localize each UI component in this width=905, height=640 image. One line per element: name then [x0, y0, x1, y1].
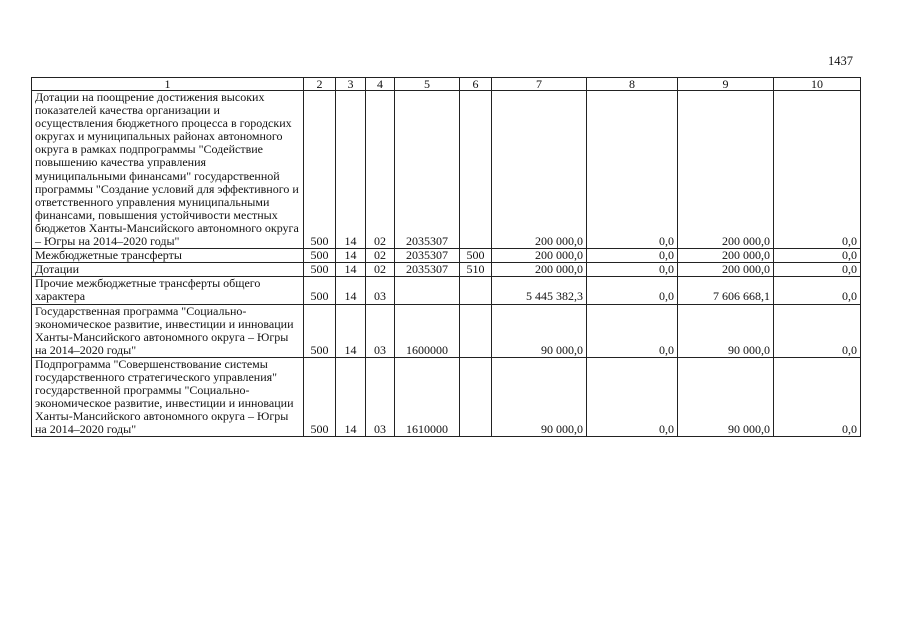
- cell-amount-8: 0,0: [587, 277, 678, 304]
- row-description: Государственная программа "Социально-экономическое развитие, инвестиции и инновации Ханты-Мансийского автономного округа – Югры на 2014–2020 годы": [32, 304, 304, 357]
- cell-code-3: 14: [336, 249, 366, 263]
- cell-code-6: [460, 304, 492, 357]
- column-header: 10: [774, 78, 861, 91]
- column-header: 1: [32, 78, 304, 91]
- cell-code-6: [460, 277, 492, 304]
- cell-amount-7: 5 445 382,3: [492, 277, 587, 304]
- cell-amount-8: 0,0: [587, 263, 678, 277]
- cell-code-4: 03: [366, 304, 395, 357]
- cell-code-2: 500: [304, 263, 336, 277]
- table-row: [32, 357, 861, 437]
- cell-amount-10: 0,0: [774, 277, 861, 304]
- cell-amount-8: 0,0: [587, 91, 678, 249]
- cell-amount-10: 0,0: [774, 91, 861, 249]
- cell-code-2: 500: [304, 357, 336, 437]
- cell-code-4: 02: [366, 91, 395, 249]
- column-header: 2: [304, 78, 336, 91]
- column-header: 7: [492, 78, 587, 91]
- row-description: Прочие межбюджетные трансферты общего характера: [32, 277, 304, 304]
- cell-code-3: 14: [336, 277, 366, 304]
- cell-code-3: 14: [336, 304, 366, 357]
- cell-amount-10: 0,0: [774, 304, 861, 357]
- cell-code-5: 2035307: [395, 263, 460, 277]
- cell-code-3: 14: [336, 357, 366, 437]
- cell-amount-8: 0,0: [587, 357, 678, 437]
- cell-code-3: 14: [336, 263, 366, 277]
- cell-code-6: 500: [460, 249, 492, 263]
- column-header: 8: [587, 78, 678, 91]
- cell-code-2: 500: [304, 277, 336, 304]
- cell-code-5: 1610000: [395, 357, 460, 437]
- row-description: Подпрограмма "Совершенствование системы государственного стратегического управления" государственной программы "Социально-экономическое развитие, инвестиции и инновации Ханты-Мансийского автономного округа – Югры на 2014–2020 годы": [32, 357, 304, 437]
- cell-code-6: 510: [460, 263, 492, 277]
- column-header: 3: [336, 78, 366, 91]
- budget-table: [31, 77, 861, 437]
- cell-amount-9: 200 000,0: [678, 263, 774, 277]
- cell-amount-9: 200 000,0: [678, 249, 774, 263]
- cell-amount-7: 90 000,0: [492, 357, 587, 437]
- cell-amount-7: 90 000,0: [492, 304, 587, 357]
- cell-code-5: 2035307: [395, 91, 460, 249]
- cell-amount-10: 0,0: [774, 249, 861, 263]
- table-row: [32, 304, 861, 357]
- cell-code-2: 500: [304, 249, 336, 263]
- cell-amount-7: 200 000,0: [492, 249, 587, 263]
- cell-code-5: [395, 277, 460, 304]
- cell-amount-8: 0,0: [587, 304, 678, 357]
- row-description: Дотации: [32, 263, 304, 277]
- page-number: 1437: [828, 54, 853, 68]
- header-row: [32, 78, 861, 91]
- cell-amount-9: 90 000,0: [678, 304, 774, 357]
- cell-code-4: 02: [366, 249, 395, 263]
- cell-amount-9: 200 000,0: [678, 91, 774, 249]
- column-header: 5: [395, 78, 460, 91]
- cell-code-5: 2035307: [395, 249, 460, 263]
- cell-code-4: 03: [366, 357, 395, 437]
- cell-code-6: [460, 357, 492, 437]
- cell-code-4: 03: [366, 277, 395, 304]
- cell-amount-7: 200 000,0: [492, 263, 587, 277]
- table-row: [32, 249, 861, 263]
- cell-code-6: [460, 91, 492, 249]
- cell-code-5: 1600000: [395, 304, 460, 357]
- table-row: [32, 277, 861, 304]
- cell-amount-10: 0,0: [774, 263, 861, 277]
- cell-code-2: 500: [304, 304, 336, 357]
- cell-amount-8: 0,0: [587, 249, 678, 263]
- cell-amount-10: 0,0: [774, 357, 861, 437]
- row-description: Межбюджетные трансферты: [32, 249, 304, 263]
- column-header: 6: [460, 78, 492, 91]
- row-description: Дотации на поощрение достижения высоких показателей качества организации и осуществления бюджетного процесса в городских округах и муниципальных районах автономного округа в рамках подпрограммы "Содействие повышению качества управления муниципальными финансами" государственной программы "Создание условий для эффективного и ответственного управления муниципальными финансами, повышения устойчивости местных бюджетов Ханты-Мансийского автономного округа – Югры на 2014–2020 годы": [32, 91, 304, 249]
- table-row: [32, 91, 861, 249]
- budget-table-container: [31, 77, 860, 437]
- cell-amount-7: 200 000,0: [492, 91, 587, 249]
- column-header: 9: [678, 78, 774, 91]
- column-header: 4: [366, 78, 395, 91]
- cell-amount-9: 7 606 668,1: [678, 277, 774, 304]
- table-row: [32, 263, 861, 277]
- cell-amount-9: 90 000,0: [678, 357, 774, 437]
- cell-code-4: 02: [366, 263, 395, 277]
- cell-code-3: 14: [336, 91, 366, 249]
- cell-code-2: 500: [304, 91, 336, 249]
